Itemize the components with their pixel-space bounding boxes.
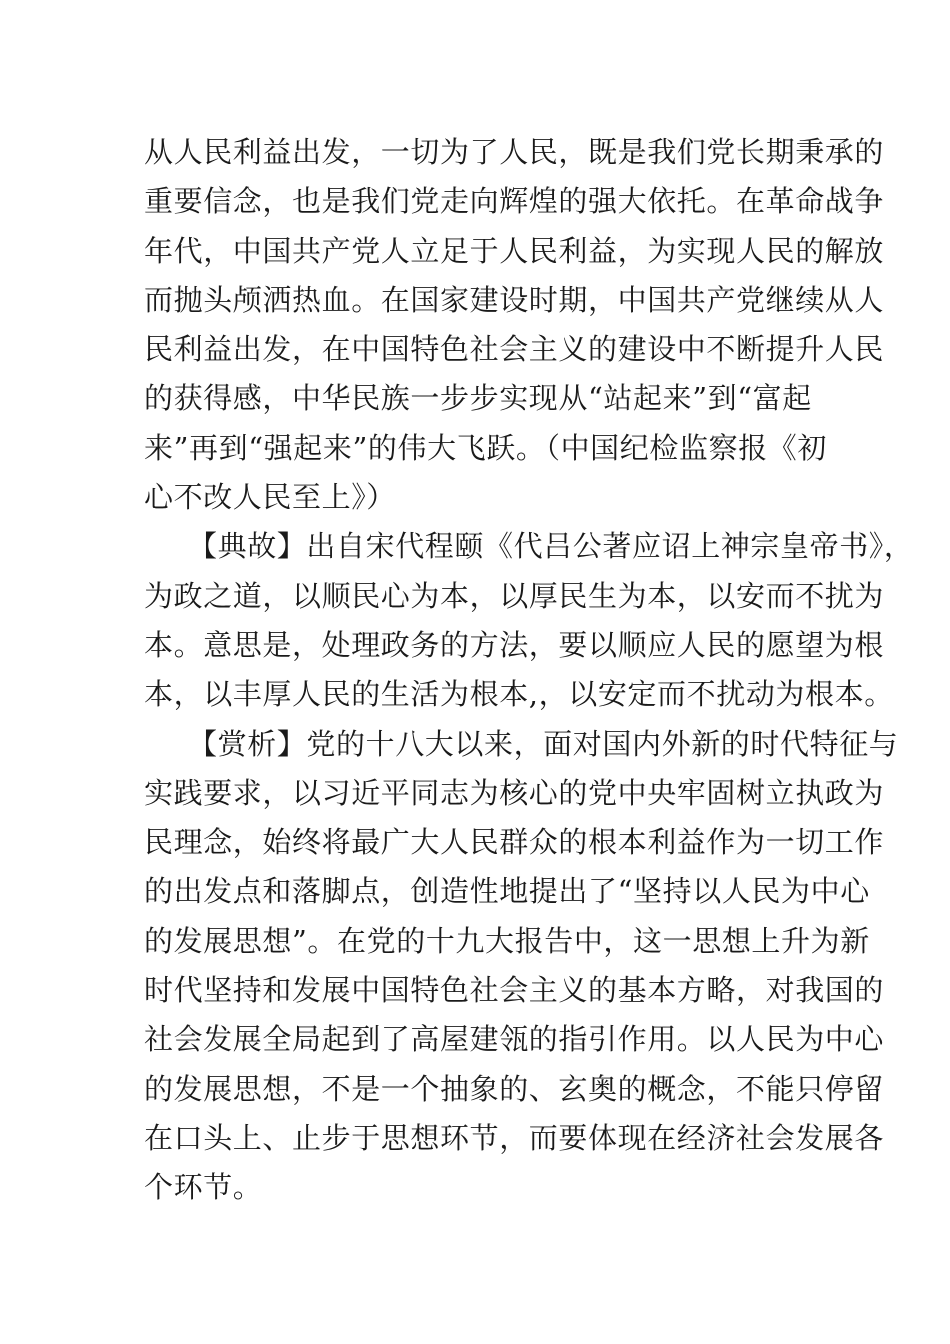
text-line: 本。意思是，处理政务的方法，要以顺应人民的愿望为根 bbox=[144, 627, 885, 662]
paragraph-intro bbox=[144, 128, 885, 522]
text-line: 实践要求，以习近平同志为核心的党中央牢固树立执政为 bbox=[144, 775, 885, 810]
text-line: 本，以丰厚人民的生活为根本,，以安定而不扰动为根本。 bbox=[144, 677, 894, 712]
text-line: 的发展思想，不是一个抽象的、玄奥的概念，不能只停留 bbox=[144, 1071, 885, 1106]
text-line: 从人民利益出发，一切为了人民，既是我们党长期秉承的 bbox=[144, 135, 885, 169]
allusion-first-line: 出自宋代程颐《代吕公著应诏上神宗皇帝书》， bbox=[306, 529, 914, 564]
text-line: 年代，中国共产党人立足于人民利益，为实现人民的解放 bbox=[144, 233, 885, 268]
text-line: 民理念，始终将最广大人民群众的根本利益作为一切工作 bbox=[144, 825, 885, 860]
text-line: 来”再到“强起来”的伟大飞跃。（中国纪检监察报《初 bbox=[144, 430, 827, 465]
text-line: 在口头上、止步于思想环节，而要体现在经济社会发展各 bbox=[144, 1120, 885, 1155]
text-line: 民利益出发，在中国特色社会主义的建设中不断提升人民 bbox=[144, 332, 885, 367]
text-line: 的获得感，中华民族一步步实现从“站起来”到“富起 bbox=[144, 381, 812, 416]
text-line: 时代坚持和发展中国特色社会主义的基本方略，对我国的 bbox=[144, 973, 885, 1008]
text-line: 为政之道，以顺民心为本，以厚民生为本，以安而不扰为 bbox=[144, 578, 885, 613]
analysis-tag: 【赏析】 bbox=[188, 726, 307, 761]
document-body bbox=[144, 128, 914, 1213]
text-line: 社会发展全局起到了高屋建瓴的指引作用。以人民为中心 bbox=[144, 1022, 885, 1057]
paragraph-allusion bbox=[144, 522, 914, 719]
text-line: 心不改人民至上》） bbox=[144, 480, 396, 515]
text-line: 重要信念，也是我们党走向辉煌的强大依托。在革命战争 bbox=[144, 184, 885, 219]
text-line: 而抛头颅洒热血。在国家建设时期，中国共产党继续从人 bbox=[144, 282, 885, 317]
text-line: 的出发点和落脚点，创造性地提出了“坚持以人民为中心 bbox=[144, 874, 870, 909]
analysis-first-line: 党的十八大以来，面对国内外新的时代特征与 bbox=[306, 726, 899, 761]
text-line: 的发展思想”。在党的十九大报告中，这一思想上升为新 bbox=[144, 923, 870, 958]
text-line bbox=[144, 720, 899, 769]
paragraph-analysis bbox=[144, 720, 899, 1213]
text-line: 个环节。 bbox=[144, 1170, 263, 1205]
text-line bbox=[144, 522, 914, 571]
allusion-tag: 【典故】 bbox=[188, 529, 307, 564]
